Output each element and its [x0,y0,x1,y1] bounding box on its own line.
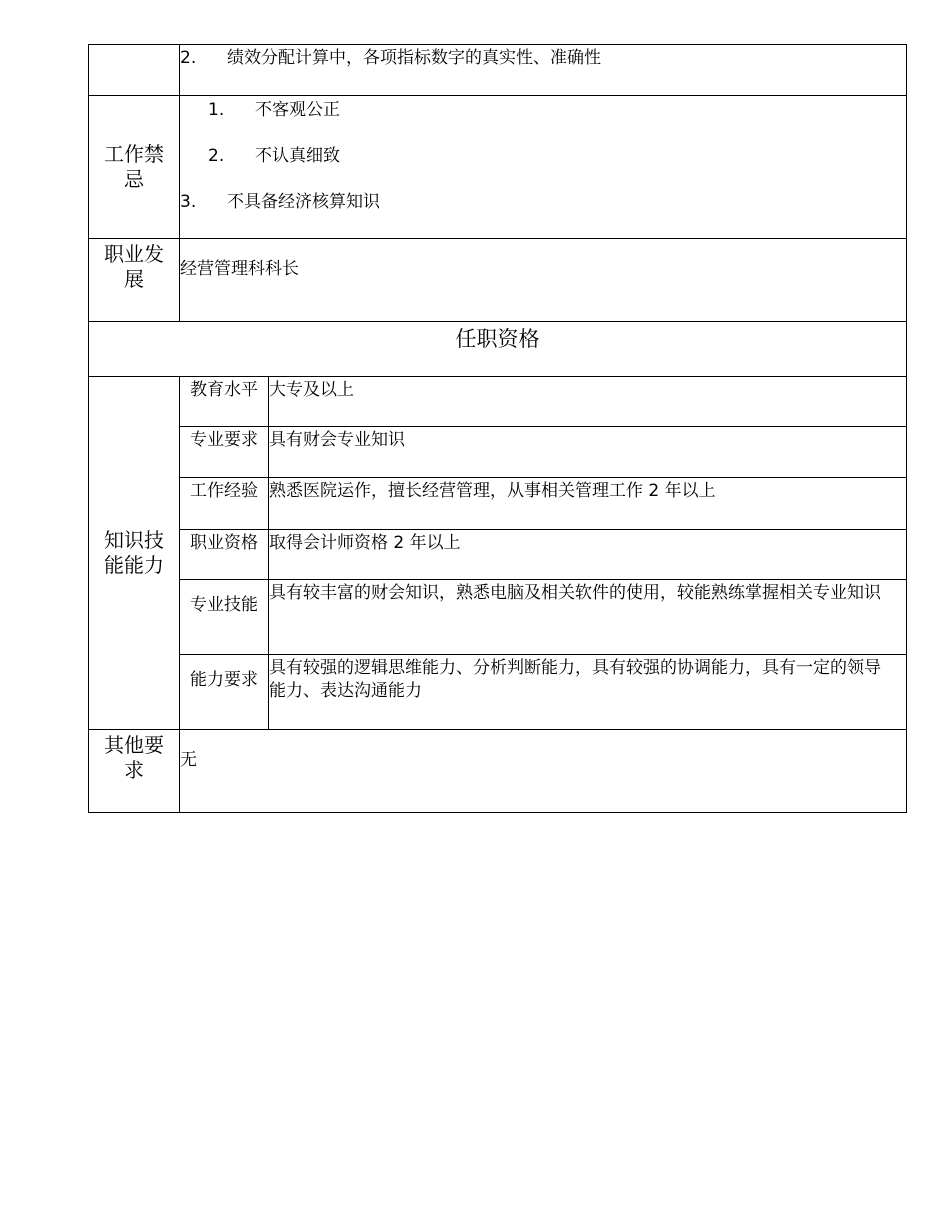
prohibition-item-number: 1. [208,100,225,120]
qualification-row [89,655,907,730]
qualification-value: 具有财会专业知识 [269,427,907,478]
qualification-row [89,530,907,580]
duty-item-2 [180,47,892,70]
prohibitions-label: 工作禁忌 [89,96,180,239]
prohibition-item-number: 3. [180,192,197,212]
career-development-row [89,239,907,322]
knowledge-skills-label: 知识技能能力 [89,377,180,730]
qualifications-section-title: 任职资格 [89,322,907,377]
qualification-row [89,427,907,478]
qualification-label: 教育水平 [180,377,269,427]
qualification-value: 大专及以上 [269,377,907,427]
other-requirements-row [89,730,907,813]
prohibition-item-text: 不客观公正 [255,100,340,120]
qualification-value: 取得会计师资格 2 年以上 [269,530,907,580]
qualification-label: 职业资格 [180,530,269,580]
prohibition-item [180,145,892,168]
career-development-value: 经营管理科科长 [180,239,907,322]
duty-continuation-cell [180,45,907,96]
qualification-row [89,580,907,655]
career-development-label: 职业发展 [89,239,180,322]
prohibitions-row [89,96,907,239]
prohibition-item-text: 不认真细致 [255,146,340,166]
qualification-value: 具有较强的逻辑思维能力、分析判断能力，具有较强的协调能力，具有一定的领导能力、表达沟通能力 [269,655,907,730]
qualification-label: 专业技能 [180,580,269,655]
qualification-label: 工作经验 [180,478,269,530]
duty-item-number: 2. [180,48,197,68]
duty-item-text: 绩效分配计算中，各项指标数字的真实性、准确性 [227,48,601,68]
prohibition-item-number: 2. [208,146,225,166]
prohibition-item-text: 不具备经济核算知识 [227,192,380,212]
qualification-row [89,478,907,530]
qualifications-title-row [89,322,907,377]
qualification-row [89,377,907,427]
duty-continuation-row [89,45,907,96]
duty-continuation-label-cell [89,45,180,96]
prohibition-item [180,191,892,214]
qualification-value: 具有较丰富的财会知识，熟悉电脑及相关软件的使用，较能熟练掌握相关专业知识 [269,580,907,655]
qualification-label: 能力要求 [180,655,269,730]
prohibition-item [180,99,892,122]
prohibitions-cell [180,96,907,239]
job-description-table [88,44,907,813]
qualification-value: 熟悉医院运作，擅长经营管理，从事相关管理工作 2 年以上 [269,478,907,530]
qualification-label: 专业要求 [180,427,269,478]
other-requirements-value: 无 [180,730,907,813]
other-requirements-label: 其他要求 [89,730,180,813]
